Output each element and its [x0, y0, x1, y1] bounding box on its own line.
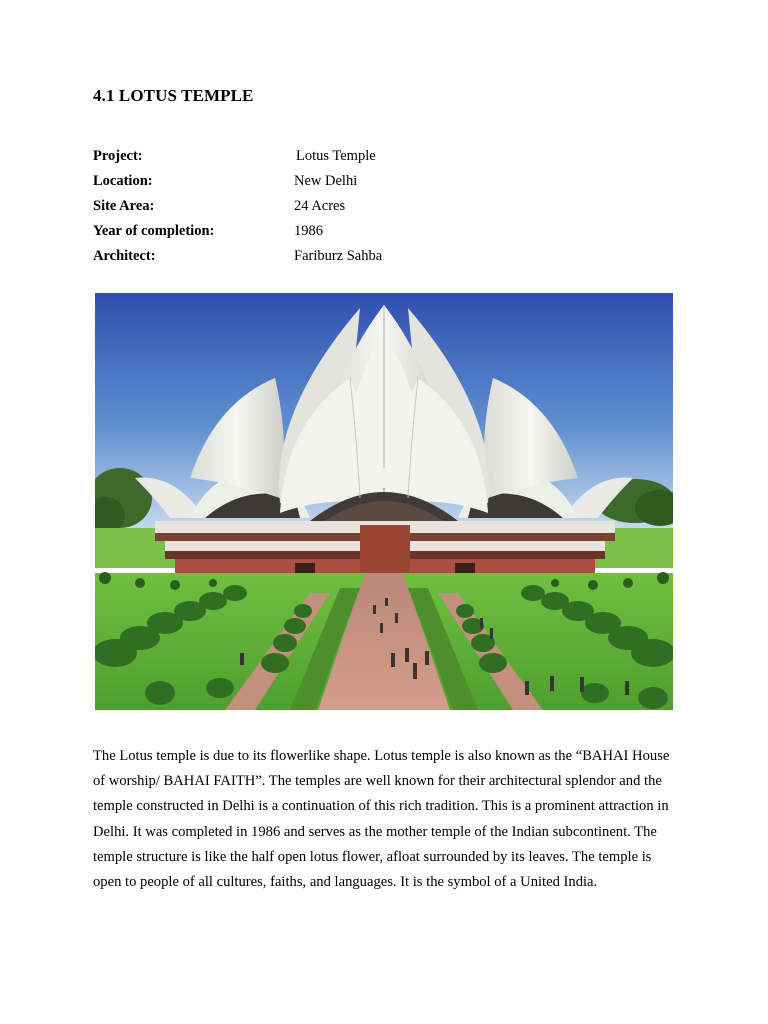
info-value: Lotus Temple: [296, 148, 376, 164]
description-paragraph: The Lotus temple is due to its flowerlike shape. Lotus temple is also known as the “BAHAI House of worship/ BAHAI FAITH”. The temples are well known for their architectural splendor and the temple constructed in Delhi is a continuation of this rich tradition. This is a prominent attraction in Delhi. It was completed in 1986 and serves as the mother temple of the Indian subcontinent. The temple structure is like the half open lotus flower, afloat surrounded by its leaves. The temple is open to people of all cultures, faiths, and languages. It is the symbol of a United India.: [93, 748, 670, 891]
info-value: 1986: [294, 223, 323, 239]
info-value: Fariburz Sahba: [294, 248, 383, 264]
lotus-temple-photo: [95, 293, 673, 710]
info-label: Site Area:: [93, 198, 155, 214]
section-heading: 4.1 LOTUS TEMPLE: [93, 86, 254, 105]
info-label: Project:: [93, 148, 143, 164]
info-value: 24 Acres: [294, 198, 346, 214]
info-label: Location:: [93, 173, 153, 189]
info-label: Year of completion:: [93, 223, 215, 239]
info-value: New Delhi: [294, 173, 358, 189]
info-label: Architect:: [93, 248, 156, 264]
